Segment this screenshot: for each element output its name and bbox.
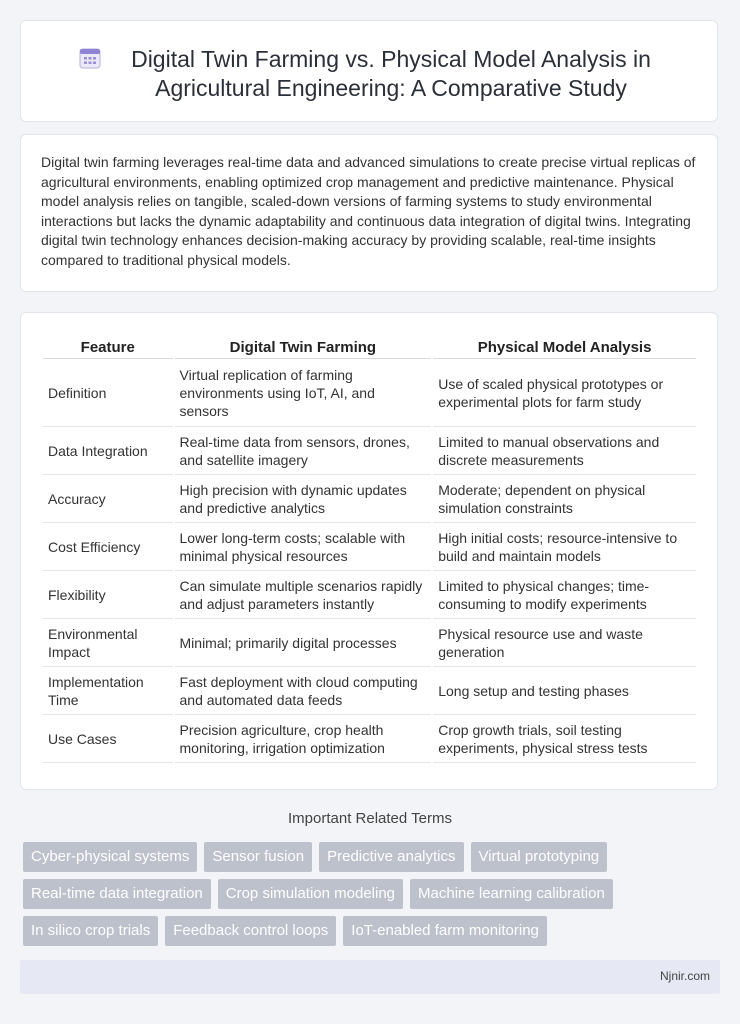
feature-cell: Definition bbox=[43, 359, 173, 427]
intro-paragraph: Digital twin farming leverages real-time data and advanced simulations to create precise virtual replicas of agricultural environments, enabling optimized crop management and predictive maintenance. Physical model analysis relies on tangible, scaled-down versions of farming systems to study environmental interactions but lacks the dynamic adaptability and continuous data integration of digital twins. Integrating digital twin technology enhances decision-making accuracy by providing scalable, real-time insights compared to traditional physical models. bbox=[41, 154, 696, 268]
feature-cell: Environmental Impact bbox=[43, 619, 173, 667]
related-term-tag[interactable]: Cyber-physical systems bbox=[23, 842, 197, 872]
footer bbox=[20, 960, 720, 994]
comparison-table-card bbox=[20, 312, 718, 790]
physical-model-cell: Limited to physical changes; time-consuming to modify experiments bbox=[433, 571, 696, 619]
feature-cell: Data Integration bbox=[43, 427, 173, 475]
related-term-tag[interactable]: Feedback control loops bbox=[165, 916, 336, 946]
comparison-table bbox=[41, 334, 698, 763]
page-title: Digital Twin Farming vs. Physical Model Analysis in Agricultural Engineering: A Comparative Study bbox=[131, 46, 651, 101]
header-physical-model: Physical Model Analysis bbox=[433, 334, 696, 359]
feature-cell: Flexibility bbox=[43, 571, 173, 619]
digital-twin-cell: High precision with dynamic updates and predictive analytics bbox=[175, 475, 432, 523]
title-card bbox=[20, 20, 718, 122]
physical-model-cell: Crop growth trials, soil testing experiments, physical stress tests bbox=[433, 715, 696, 763]
digital-twin-cell: Fast deployment with cloud computing and automated data feeds bbox=[175, 667, 432, 715]
table-row bbox=[43, 475, 696, 523]
table-row bbox=[43, 619, 696, 667]
feature-cell: Accuracy bbox=[43, 475, 173, 523]
feature-cell: Implementation Time bbox=[43, 667, 173, 715]
table-header-row bbox=[43, 334, 696, 359]
intro-card bbox=[20, 134, 718, 292]
related-terms-list bbox=[23, 842, 683, 953]
digital-twin-cell: Minimal; primarily digital processes bbox=[175, 619, 432, 667]
related-term-tag[interactable]: In silico crop trials bbox=[23, 916, 158, 946]
related-term-tag[interactable]: Sensor fusion bbox=[204, 842, 312, 872]
physical-model-cell: High initial costs; resource-intensive to build and maintain models bbox=[433, 523, 696, 571]
physical-model-cell: Limited to manual observations and discrete measurements bbox=[433, 427, 696, 475]
table-row bbox=[43, 715, 696, 763]
feature-cell: Cost Efficiency bbox=[43, 523, 173, 571]
related-term-tag[interactable]: Virtual prototyping bbox=[471, 842, 608, 872]
digital-twin-cell: Lower long-term costs; scalable with minimal physical resources bbox=[175, 523, 432, 571]
feature-cell: Use Cases bbox=[43, 715, 173, 763]
related-term-tag[interactable]: Predictive analytics bbox=[319, 842, 463, 872]
physical-model-cell: Moderate; dependent on physical simulation constraints bbox=[433, 475, 696, 523]
header-digital-twin: Digital Twin Farming bbox=[175, 334, 432, 359]
table-row bbox=[43, 571, 696, 619]
header-feature: Feature bbox=[43, 334, 173, 359]
digital-twin-cell: Real-time data from sensors, drones, and satellite imagery bbox=[175, 427, 432, 475]
digital-twin-cell: Precision agriculture, crop health monitoring, irrigation optimization bbox=[175, 715, 432, 763]
related-term-tag[interactable]: Machine learning calibration bbox=[410, 879, 613, 909]
related-terms-heading: Important Related Terms bbox=[288, 810, 452, 827]
digital-twin-cell: Virtual replication of farming environments using IoT, AI, and sensors bbox=[175, 359, 432, 427]
table-row bbox=[43, 523, 696, 571]
table-row bbox=[43, 427, 696, 475]
table-row bbox=[43, 359, 696, 427]
related-term-tag[interactable]: Crop simulation modeling bbox=[218, 879, 403, 909]
related-term-tag[interactable]: Real-time data integration bbox=[23, 879, 211, 909]
physical-model-cell: Use of scaled physical prototypes or experimental plots for farm study bbox=[433, 359, 696, 427]
physical-model-cell: Long setup and testing phases bbox=[433, 667, 696, 715]
physical-model-cell: Physical resource use and waste generation bbox=[433, 619, 696, 667]
footer-site-link[interactable]: Njnir.com bbox=[659, 969, 710, 983]
table-row bbox=[43, 667, 696, 715]
related-term-tag[interactable]: IoT-enabled farm monitoring bbox=[343, 916, 547, 946]
digital-twin-cell: Can simulate multiple scenarios rapidly and adjust parameters instantly bbox=[175, 571, 432, 619]
